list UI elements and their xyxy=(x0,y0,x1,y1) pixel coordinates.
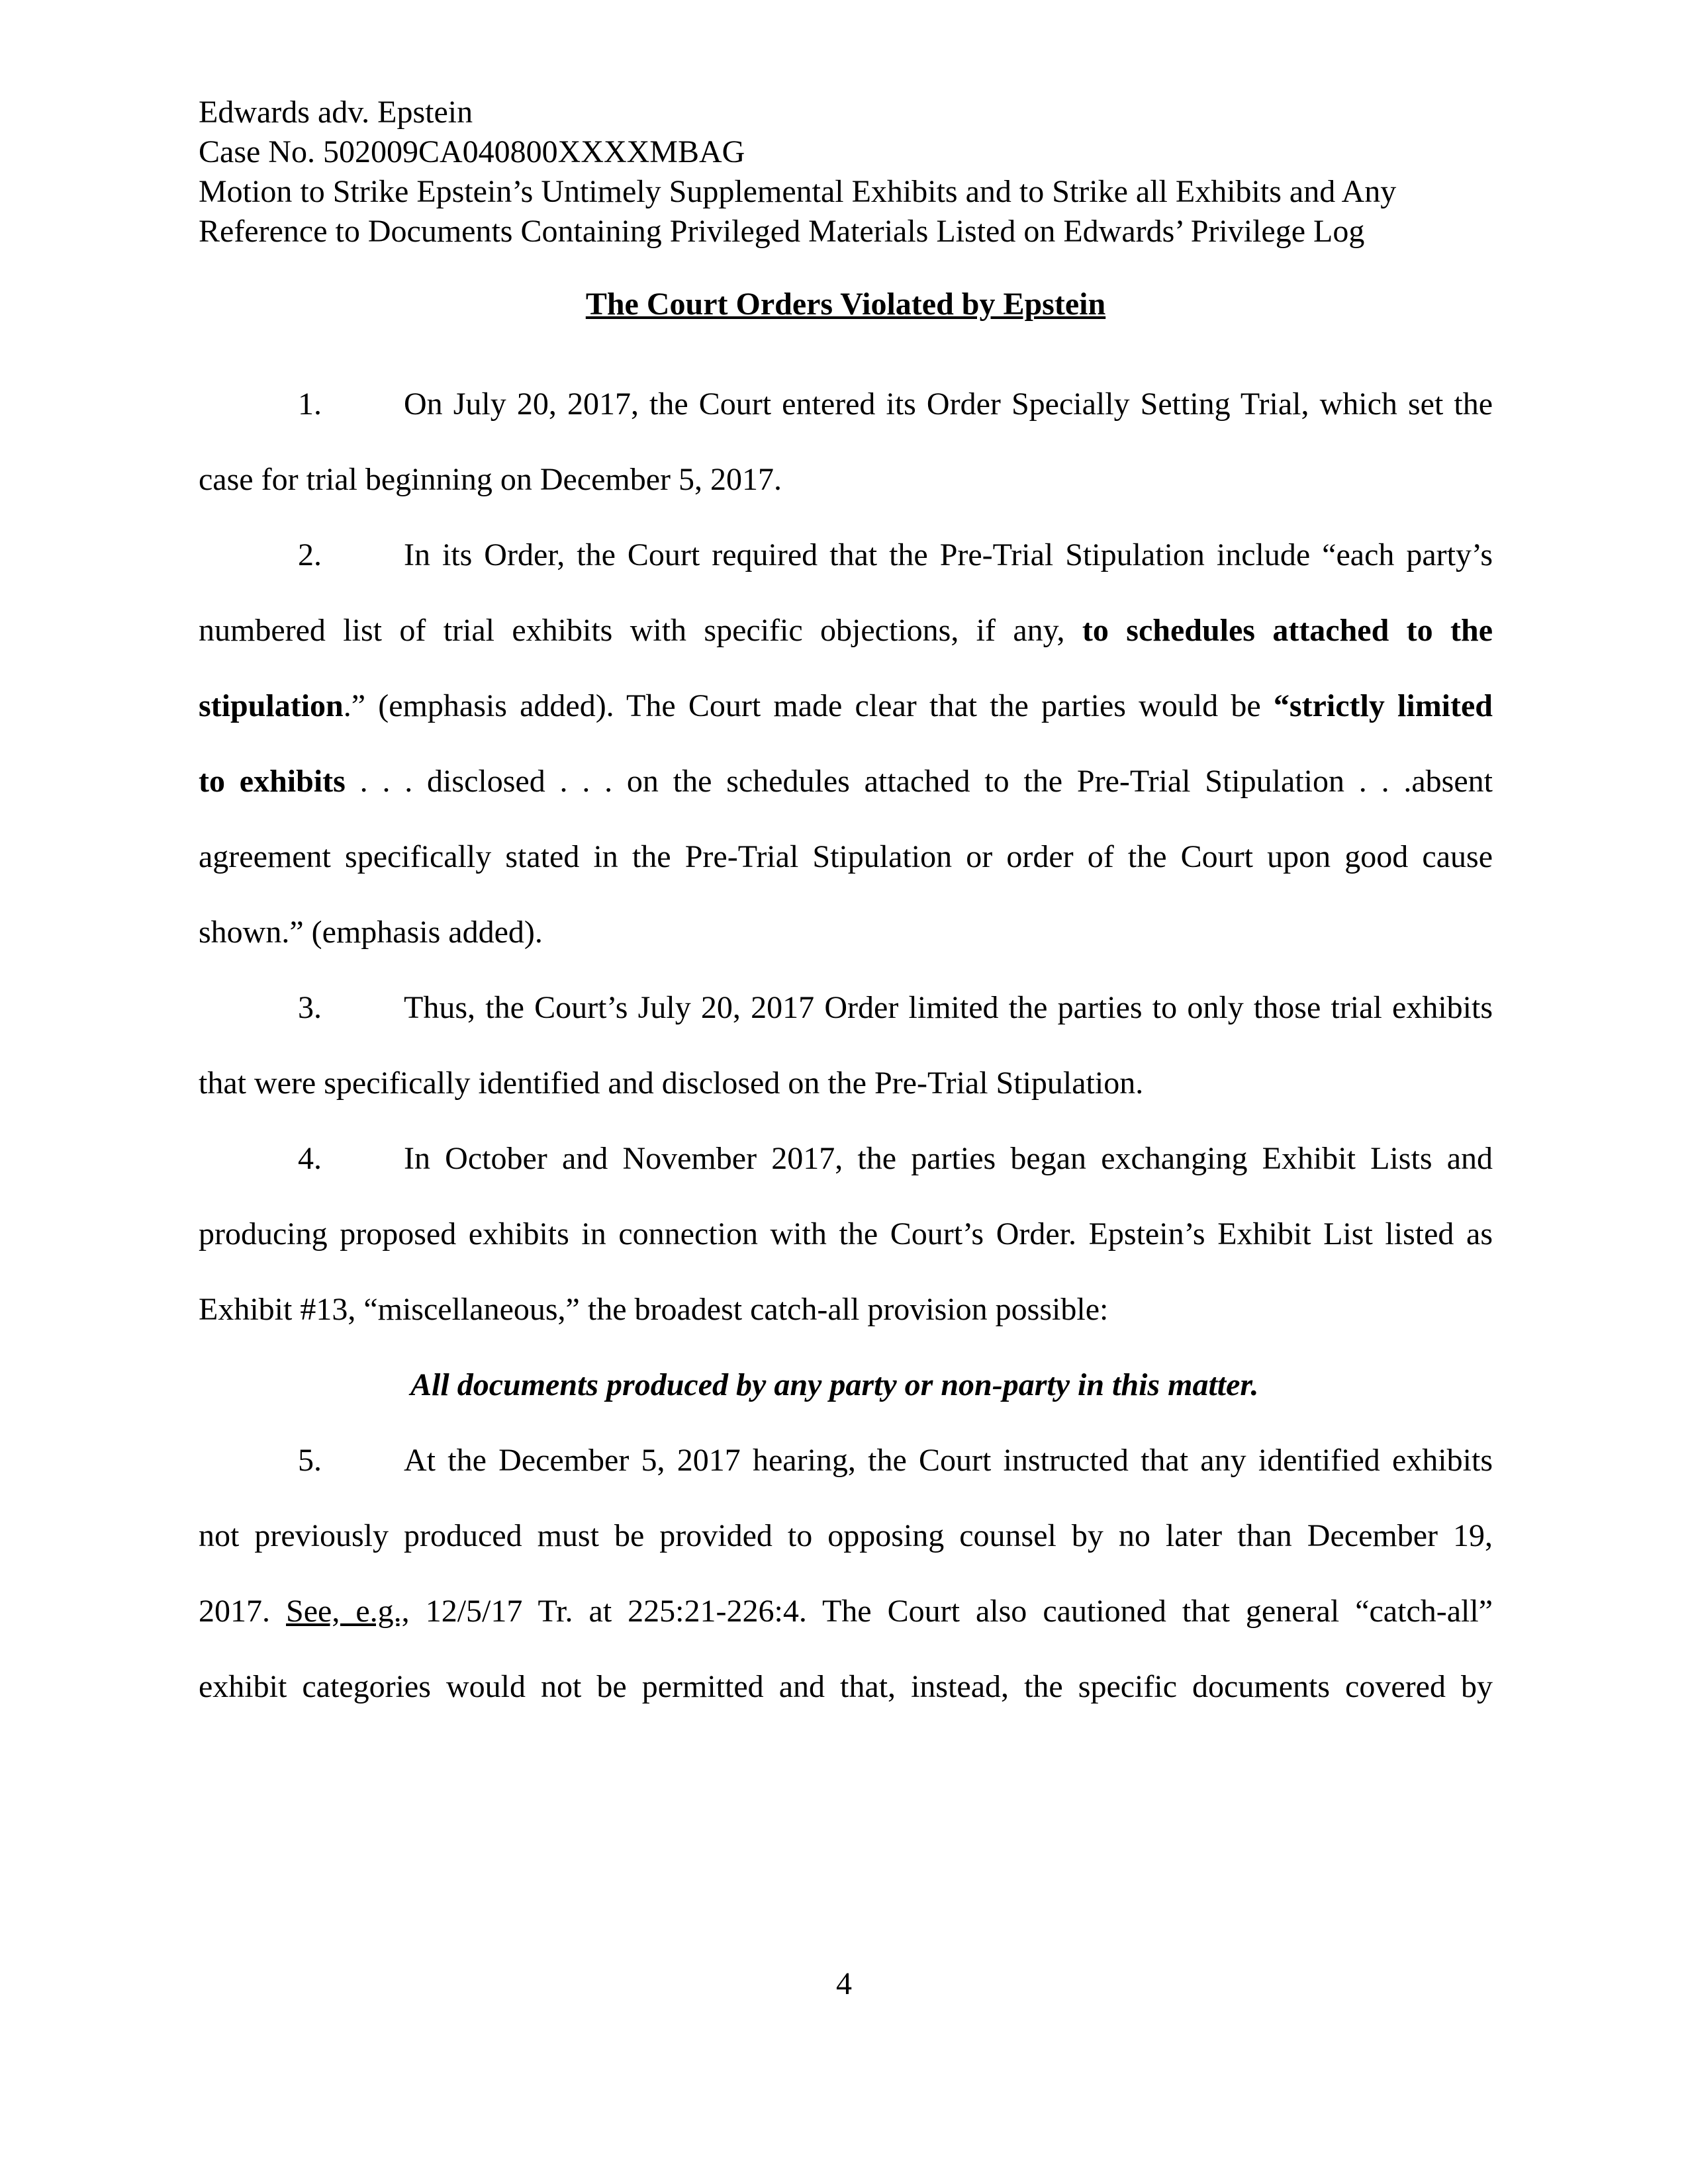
header-line-case-number: Case No. 502009CA040800XXXXMBAG xyxy=(199,134,745,169)
text-run: “strictly limited xyxy=(1273,688,1493,723)
paragraph-number: 4. xyxy=(298,1141,322,1176)
body-line xyxy=(199,442,1493,518)
text-run: See, e.g., xyxy=(286,1594,410,1629)
body-line xyxy=(199,367,1493,442)
body-line xyxy=(199,1649,1493,1725)
body-line xyxy=(199,970,1493,1046)
text-run: In October and November 2017, the parties began exchanging Exhibit Lists and xyxy=(404,1141,1493,1176)
text-run: stipulation xyxy=(199,688,344,723)
text-run: 2017. xyxy=(199,1594,287,1629)
text-run: that were specifically identified and disclosed on the Pre-Trial Stipulation. xyxy=(199,1066,1144,1101)
paragraph-number: 3. xyxy=(298,990,322,1025)
text-run: Exhibit #13, “miscellaneous,” the broadest catch-all provision possible: xyxy=(199,1292,1109,1327)
text-run: In its Order, the Court required that the Pre-Trial Stipulation include “each party’s xyxy=(404,537,1493,572)
text-run: producing proposed exhibits in connection with the Court’s Order. Epstein’s Exhibit List listed as xyxy=(199,1216,1493,1251)
body-line xyxy=(199,744,1493,819)
text-run: Thus, the Court’s July 20, 2017 Order limited the parties to only those trial exhibits xyxy=(404,990,1493,1025)
body-line xyxy=(199,819,1493,895)
text-run: All documents produced by any party or non-party in this matter. xyxy=(410,1367,1259,1402)
section-heading-text: The Court Orders Violated by Epstein xyxy=(585,287,1106,322)
paragraph-number: 2. xyxy=(298,537,322,572)
text-run: shown.” (emphasis added). xyxy=(199,915,543,950)
header-line-motion-title-1: Motion to Strike Epstein’s Untimely Supplemental Exhibits and to Strike all Exhibits and Any xyxy=(199,174,1397,209)
text-run: numbered list of trial exhibits with specific objections, if any, xyxy=(199,613,1082,648)
body-line xyxy=(199,1423,1493,1498)
document-body xyxy=(199,367,1493,1725)
section-heading xyxy=(199,285,1493,324)
body-line xyxy=(199,1498,1493,1574)
text-run: agreement specifically stated in the Pre-Trial Stipulation or order of the Court upon good cause xyxy=(199,839,1493,874)
text-run: At the December 5, 2017 hearing, the Court instructed that any identified exhibits xyxy=(404,1443,1493,1478)
paragraph-number: 1. xyxy=(298,387,322,422)
text-run: . . . disclosed . . . on the schedules attached to the Pre-Trial Stipulation . . .absent xyxy=(345,764,1493,799)
body-line xyxy=(199,1046,1493,1121)
text-run: not previously produced must be provided to opposing counsel by no later than December 19, xyxy=(199,1518,1493,1553)
body-line xyxy=(199,1574,1493,1649)
document-header xyxy=(199,93,1493,251)
body-line xyxy=(199,518,1493,593)
text-run: 12/5/17 Tr. at 225:21-226:4. The Court also cautioned that general “catch-all” xyxy=(409,1594,1493,1629)
text-run: exhibit categories would not be permitted and that, instead, the specific documents covered by xyxy=(199,1669,1493,1704)
body-line xyxy=(199,895,1493,970)
text-run: .” (emphasis added). The Court made clear that the parties would be xyxy=(343,688,1274,723)
body-line xyxy=(199,668,1493,744)
text-run: to exhibits xyxy=(199,764,346,799)
text-run: case for trial beginning on December 5, 2017. xyxy=(199,462,782,497)
body-line xyxy=(199,1272,1493,1347)
paragraph-number: 5. xyxy=(298,1443,322,1478)
header-line-case-caption: Edwards adv. Epstein xyxy=(199,95,473,130)
body-line xyxy=(199,1197,1493,1272)
page-number: 4 xyxy=(836,1966,852,2001)
document-content xyxy=(199,93,1493,1725)
body-line xyxy=(410,1347,1493,1423)
body-line xyxy=(199,1121,1493,1197)
text-run: to schedules attached to the xyxy=(1082,613,1493,648)
header-line-motion-title-2: Reference to Documents Containing Privileged Materials Listed on Edwards’ Privilege Log xyxy=(199,214,1365,249)
text-run: On July 20, 2017, the Court entered its Order Specially Setting Trial, which set the xyxy=(404,387,1493,422)
body-line xyxy=(199,593,1493,668)
